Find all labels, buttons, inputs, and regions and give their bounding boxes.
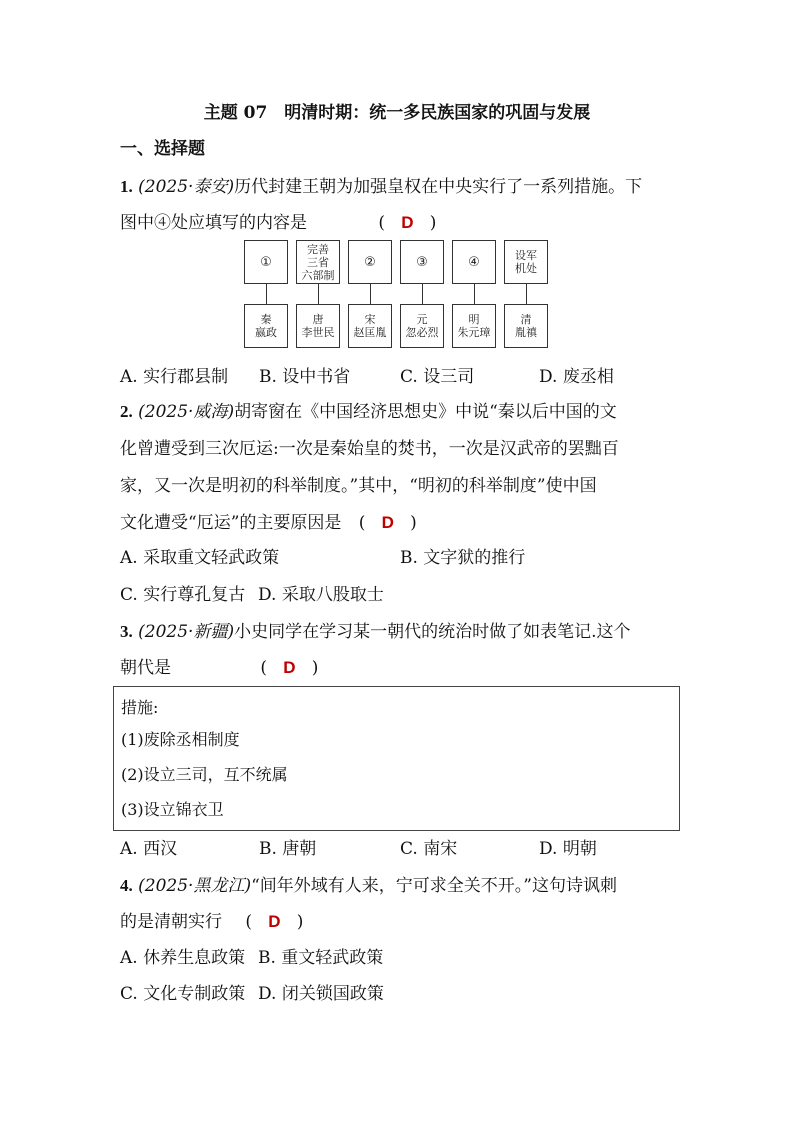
diagram-top-box-3: ② — [348, 240, 392, 284]
q1-number: 1. — [120, 177, 133, 196]
q4-text-2: 的是清朝实行 — [120, 912, 222, 932]
q1-option-a[interactable]: A. 实行郡县制 — [120, 367, 229, 387]
q4-line-2 — [120, 907, 303, 932]
q2-line-4 — [120, 508, 417, 533]
diagram-bottom-box-3: 宋 赵匡胤 — [348, 304, 392, 348]
q3-option-d[interactable]: D. 明朝 — [539, 839, 597, 859]
diagram-bottom-box-4: 元 忽必烈 — [400, 304, 444, 348]
q3-source: (2025·新疆) — [138, 622, 235, 642]
q2-answer-bracket: ( D ) — [358, 513, 417, 533]
q3-answer-bracket: ( D ) — [260, 658, 319, 678]
q4-line-1 — [120, 871, 617, 896]
notes-item: (2)设立三司，互不统属 — [121, 765, 288, 784]
q4-source: (2025·黑龙江) — [138, 876, 252, 896]
notes-heading: 措施: — [121, 698, 159, 717]
q1-option-c[interactable]: C. 设三司 — [400, 367, 475, 387]
q3-text-2: 朝代是 — [120, 658, 171, 678]
diagram-connector — [474, 284, 475, 304]
diagram-connector — [318, 284, 319, 304]
diagram-connector — [266, 284, 267, 304]
diagram-top-box-5: ④ — [452, 240, 496, 284]
notes-item: (1)废除丞相制度 — [121, 730, 240, 749]
q1-text-2: 图中④处应填写的内容是 — [120, 213, 307, 233]
q1-answer: D — [401, 213, 414, 232]
q2-source: (2025·威海) — [138, 402, 235, 422]
diagram-connector — [370, 284, 371, 304]
diagram-bottom-box-1: 秦 嬴政 — [244, 304, 288, 348]
q4-answer-bracket: ( D ) — [245, 912, 304, 932]
q3-line-2 — [120, 653, 318, 678]
q2-option-c[interactable]: C. 实行尊孔复古 — [120, 585, 246, 605]
q2-line-2: 化曾遭受到三次厄运:一次是秦始皇的焚书，一次是汉武帝的罢黜百 — [120, 439, 619, 459]
q3-number: 3. — [120, 622, 133, 641]
q4-option-d[interactable]: D. 闭关锁国政策 — [258, 984, 384, 1004]
q2-option-a[interactable]: A. 采取重文轻武政策 — [120, 548, 280, 568]
q4-answer: D — [268, 912, 281, 931]
diagram-bottom-box-2: 唐 李世民 — [296, 304, 340, 348]
q2-option-b[interactable]: B. 文字狱的推行 — [400, 548, 526, 568]
q1-answer-bracket: ( D ) — [378, 213, 437, 233]
q1-option-b[interactable]: B. 设中书省 — [259, 367, 351, 387]
q1-diagram — [244, 240, 550, 350]
q1-source: (2025·泰安) — [138, 177, 235, 197]
diagram-bottom-box-5: 明 朱元璋 — [452, 304, 496, 348]
q4-option-c[interactable]: C. 文化专制政策 — [120, 984, 246, 1004]
q3-option-a[interactable]: A. 西汉 — [120, 839, 178, 859]
q4-option-b[interactable]: B. 重文轻武政策 — [258, 948, 384, 968]
q2-line-3: 家，又一次是明初的科举制度。”其中，“明初的科举制度”使中国 — [120, 476, 597, 496]
q2-answer: D — [381, 513, 394, 532]
page-title: 主题 07 明清时期：统一多民族国家的巩固与发展 — [203, 103, 591, 123]
q3-option-c[interactable]: C. 南宋 — [400, 839, 458, 859]
q2-number: 2. — [120, 402, 133, 421]
q3-line-1 — [120, 617, 631, 642]
q1-text-1: 历代封建王朝为加强皇权在中央实行了一系列措施。下 — [234, 177, 643, 197]
q4-option-a[interactable]: A. 休养生息政策 — [120, 948, 246, 968]
diagram-top-box-1: ① — [244, 240, 288, 284]
notes-item: (3)设立锦衣卫 — [121, 800, 224, 819]
q4-number: 4. — [120, 876, 133, 895]
diagram-connector — [526, 284, 527, 304]
q2-line-1 — [120, 397, 617, 422]
q1-line-1 — [120, 172, 642, 197]
diagram-top-box-2: 完善 三省 六部制 — [296, 240, 340, 284]
q4-text-1: “间年外域有人来，宁可求全关不开。”这句诗讽刺 — [251, 876, 617, 896]
diagram-top-box-6: 设军 机处 — [504, 240, 548, 284]
q3-text-1: 小史同学在学习某一朝代的统治时做了如表笔记.这个 — [234, 622, 631, 642]
q3-answer: D — [283, 658, 296, 677]
q2-option-d[interactable]: D. 采取八股取士 — [258, 585, 384, 605]
q1-option-d[interactable]: D. 废丞相 — [539, 367, 614, 387]
q1-line-2 — [120, 208, 436, 233]
q3-notes-box — [113, 686, 680, 831]
q3-option-b[interactable]: B. 唐朝 — [259, 839, 317, 859]
diagram-bottom-box-6: 清 胤禛 — [504, 304, 548, 348]
q2-text-1: 胡寄窗在《中国经济思想史》中说“秦以后中国的文 — [234, 402, 617, 422]
diagram-top-box-4: ③ — [400, 240, 444, 284]
diagram-connector — [422, 284, 423, 304]
q2-text-4: 文化遭受“厄运”的主要原因是 — [120, 513, 342, 533]
section-title: 一、选择题 — [120, 139, 205, 159]
